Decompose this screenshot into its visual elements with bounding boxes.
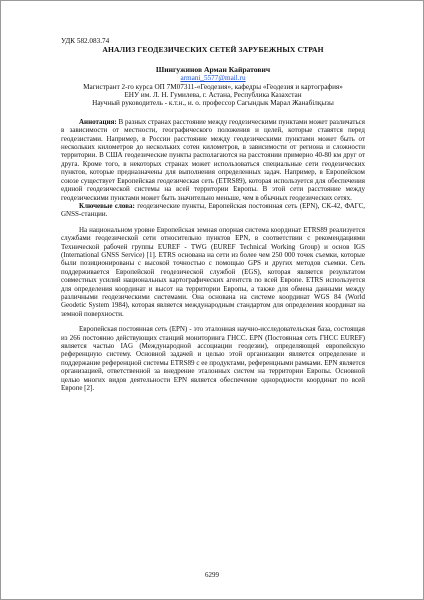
abstract-label: Аннотация: <box>79 117 117 126</box>
keywords-text: геодезические пункты, Европейская постоянная сеть (EPN), СК-42, ФАГС, GNSS-станции. <box>61 201 366 219</box>
article-body <box>61 37 365 392</box>
article-title: АНАЛИЗ ГЕОДЕЗИЧЕСКИХ СЕТЕЙ ЗАРУБЕЖНЫХ СТРАН <box>102 45 324 55</box>
abstract-text: В разных странах расстояние между геодезическими пунктами может различаться в зависимости от местности, географического положения и целей, которые ставятся перед геодезистами. Например, в России расстояние между геодезическими пунктами может быть от нескольких километров до нескольких сотен километров, в зависимости от региона и сложности территории. В США геодезические пункты располагаются на расстоянии примерно 40-80 км друг от друга. Кроме того, в некоторых странах может использоваться специальные сети геодезических пунктов, которые предназначены для выполнения определенных задач. Например, в Европейском союзе существует Европейская геодезическая сеть (ETRS89), которая используется для обеспечения единой геодезической системы на всей территории Европы. В этой сети расстояние между геодезическими пунктами может быть значительно меньше, чем в обычных геодезических сетях. <box>61 117 366 202</box>
affiliation-line-1: Магистрант 2-го курса ОП 7М07311-«Геодезия», кафедры «Геодезия и картография» <box>83 82 343 91</box>
keywords-label: Ключевые слова: <box>79 201 135 210</box>
udk-code: УДК 582.083.74 <box>61 37 110 45</box>
body-paragraph-2: Европейская постоянная сеть (EPN) - это эталонная научно-исследовательская база, состоящая из 266 постоянно действующих станций мониторинга ГНСС. EPN (Постоянная сеть ГНСС EUREF) является частью IAG (Международной ассоциации геодезии), определяющей европейскую референцную систему. Основной задачей и целью этой организации является определение и поддержание референцной системы ETRS89 с ее продуктами, референцными рамками. EPN является организацией, ответственной за внедрение эталонных систем на территории Европы. Основной целью многих видов деятельности EPN является обеспечение однородности координат по всей Европе [2]. <box>61 325 365 393</box>
affiliation-line-2: ЕНУ им. Л. Н. Гумилева, г. Астана, Республика Казахстан <box>124 91 302 100</box>
body-paragraph-1: На национальном уровне Европейская земная опорная система координат ETRS89 реализуется службами геодезической сети относительно пунктов EPN, в соответствии с рекомендациями Технической рабочей группы EUREF - TWG (EUREF Technical Working Group) и основ IGS (International GNSS Service) [1]. ETRS основана на сети из более чем 250 000 точек съемки, которые были позиционированы с высокой точностью с помощью GPS и других методов съемки. Сеть поддерживается Европейской геодезической службой (EGS), которая является результатом совместных усилий национальных картографических агентств по всей Европе. ETRS используется для определения координат и высот на территории Европы, а также для обмена данными между различными геодезическими системами. Она основана на системе координат WGS 84 (World Geodetic System 1984), которая является международным стандартом для определения координат на земной поверхности. <box>61 225 365 318</box>
author-email-line <box>61 74 365 82</box>
keywords <box>61 202 365 219</box>
page-number: 6299 <box>205 571 219 579</box>
abstract <box>61 118 365 202</box>
author-email-link[interactable]: armani_5577@mail.ru <box>180 74 246 83</box>
supervisor-line: Научный руководитель - к.т.н., и. о. профессор Сагындык Марал Жанабілқызы <box>92 99 334 108</box>
author-name: Шингужинов Арман Кайратович <box>155 64 271 74</box>
